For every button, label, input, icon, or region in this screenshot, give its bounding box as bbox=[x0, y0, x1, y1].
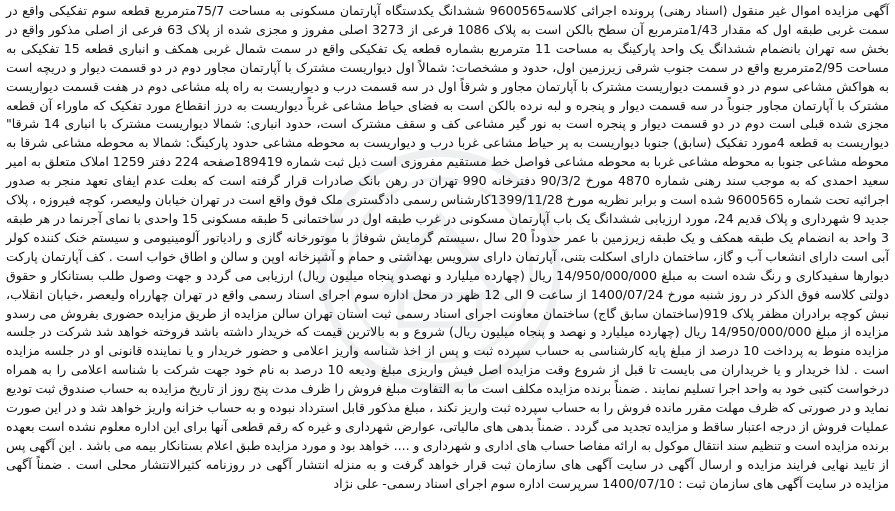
auction-notice-text: آگهی مزایده اموال غیر منقول (اسناد رهنی) پرونده اجرائی کلاسه9600565 ششدانگ یکدستگاه آپارتمان مسکونی به مساحت 75/7مترمربع قطعه سوم تفکیکی واقع در سمت غربی طبقه اول که مقدار 1/43مترمربع آن سطح بالکن است به پلاک 1086 فرعی از 3273 اصلی مفروز و مجزی شده از پلاک 63 فرعی از اصلی مذکور واقع در بخش سه تهران بانضمام ششدانگ یک واحد پارکینگ به مساحت 11 مترمربع بشماره قطعه یک تفکیکی واقع در سمت شمال غربی همکف و انباری قطعه 15 تفکیکی به مساحت 2/95مترمربع واقع در سمت جنوب شرقی زیرزمین اول، حدود و مشخصات: شمالاً اول دیواریست مشترک با آپارتمان مجاور دوم در دو قسمت دیوار و دریچه است به هواکش مشاعی سوم در دو قسمت دیواریست مشترک با آپارتمان مجاور و شرقاً اول در سه قسمت درب و دیواریست به راه پله مشاعی دوم در هفت قسمت دیواریست مشترک با آپارتمان مجاور جنوباً در سه قسمت دیوار و پنجره و لبه نرده بالکن است به فضای حیاط مشاعی غرباً دیواریست به درز انقطاع مورد تفکیک که ماوراء آن قطعه مجزی شده قبلی است دوم در دو قسمت دیوار و پنجره است به نور گیر مشاعی کف و سقف مشترک است، حدود انباری: شمالا دیواریست مشترک با انباری 14 شرقا" دیواریست به قطعه 4مورد تفکیک (سابق) جنوبا دیواریست به پر حیاط مشاعی غربا درب و دیواریست به محوطه مشاعی حدود پارکینگ: شمالا به محوطه مشاعی شرقا به محوطه مشاعی جنوبا به محوطه مشاعی غربا به محوطه مشاعی فواصل خط مستقیم مفروزی است ذیل ثبت شماره 189419صفحه 224 دفتر 1259 املاک متعلق به امیر سعید احمدی که به موجب سند رهنی شماره 4870 مورخ 90/3/2 دفترخانه 990 تهران در رهن بانک صادرات قرار گرفته است که بعلت عدم ایفای تعهد منجر به صدور اجرائیه تحت شماره 9600565 شده است و برابر نظریه مورخ 1399/11/28کارشناس رسمی دادگستری ملک فوق واقع است در تهران خیابان ولیعصر، کوچه فیروزه ، پلاک جدید 9 شهرداری و پلاک قدیم 24، مورد ارزیابی ششدانگ یک باب آپارتمان مسکونی در غرب طبقه اول در ساختمانی 5 طبقه مسکونی 15 واحدی با نمای آجرنما در هر طبقه 3 واحد به انضمام یک طبقه همکف و یک طبقه زیرزمین با عمر حدوداً 20 سال ،سیستم گرمایش شوفاژ با موتورخانه گازی و رادیاتور آلومینیومی و سیستم خنک کننده کولر آبی است دارای انشعاب آب و گاز، ساختمان دارای اسکلت بتنی، آپارتمان دارای سرویس بهداشتی و حمام و آشپزخانه اوپن و سالن و اطاق خواب است . کف آپارتمان پارکت دیوارها سفیدکاری و رنگ شده است به مبلغ 14/950/000/000 ریال (چهارده میلیارد و نهصدو پنجاه میلیون ریال) ارزیابی می گردد و جهت وصول طلب بستانکار و حقوق دولتی کلاسه فوق الذکر در روز شنبه مورخ 1400/07/24 از ساعت 9 الی 12 ظهر در محل اداره سوم اجرای اسناد رسمی واقع در تهران چهارراه ولیعصر ،خیابان انقلاب، نبش کوچه برادران مظفر پلاک 919(ساختمان سابق گاج) ساختمان معاونت اجرای اسناد رسمی ثبت استان تهران سالن مزایده از طریق مزایده حضوری بفروش می رسدو مزایده از مبلغ 14/950/000/000 ریال (چهارده میلیارد و نهصد و پنجاه میلیون ریال) شروع و به بالاترین قیمت که خریدار داشته باشد فروخته خواهد شد شرکت در جلسه مزایده منوط به پرداخت 10 درصد از مبلغ پایه کارشناسی به حساب سپرده ثبت و پس از اخذ شناسه واریز اعلامی و حضور خریدار و یا نماینده قانونی او در جلسه مزایده است . لذا خریدار و یا خریداران می بایست تا قبل از شروع وقت مزایده اصل فیش واریزی مبلغ ودیعه 10 درصد به نام خود جهت شرکت با شناسه اعلامی را به همراه درخواست کتبی خود به واحد اجرا تسلیم نمایند . ضمناً برنده مزایده مکلف است ما به التفاوت مبلغ فروش را ظرف مدت پنج روز از تاریخ مزایده به حساب صندوق ثبت تودیع نماید و در صورتی که ظرف مهلت مقرر مانده فروش را به حساب سپرده ثبت واریز نکند ، مبلغ مذکور قابل استرداد نبوده و به حساب خزانه واریز خواهد شد و در این صورت عملیات فروش از درجه اعتبار ساقط و مزایده تجدید می گردد . ضمناً بدهی های مالیاتی، عوارض شهرداری و غیره که رقم قطعی آنها برای این اداره معلوم نشده است بعهده برنده مزایده است و تنظیم سند انتقال موکول به ارائه مفاصا حساب های اداری و شهرداری و .... خواهد بود و مورد مزایده طبق اعلام بستانکار بیمه می باشد . این آگهی پس از تایید نهایی فرایند مزایده و ارسال آگهی در سایت آگهی های سازمان ثبت قرار خواهد گرفت و به منزله انتشار آگهی در روزنامه کثیرالانتشار محلی است . ضمناً آگهی مزایده در سایت آگهی های سازمان ثبت : 1400/07/10 سرپرست اداره سوم اجرای اسناد رسمی- علی نژاد bbox=[6, 3, 890, 491]
